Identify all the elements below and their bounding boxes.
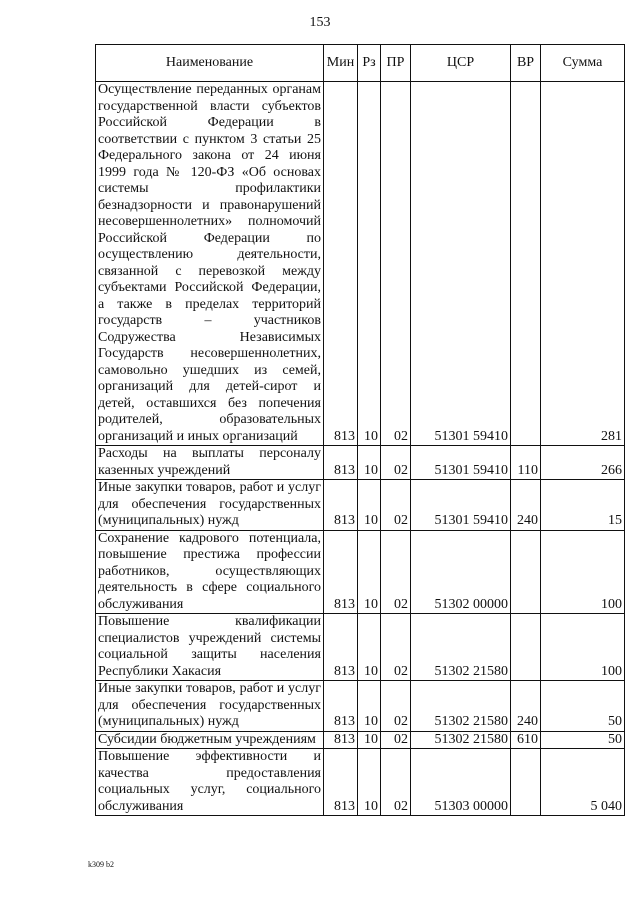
row-csr: 51302 21580 [411, 614, 511, 681]
row-min: 813 [324, 681, 358, 732]
table-row [96, 530, 625, 614]
row-sum: 15 [541, 480, 625, 531]
row-sum: 50 [541, 681, 625, 732]
row-vr: 240 [511, 681, 541, 732]
row-vr: 610 [511, 731, 541, 749]
row-min: 813 [324, 614, 358, 681]
row-pr: 02 [381, 681, 411, 732]
row-rz: 10 [358, 82, 381, 446]
row-name: Осуществление переданных органам государственной власти субъектов Российской Федерации в соответствии с пунктом 3 статьи 25 Федерального закона от 24 июня 1999 года № 120-ФЗ «Об основах системы профилактики безнадзорности и правонарушений несовершеннолетних» полномочий Российской Федерации по осуществлению деятельности, связанной с перевозкой между субъектами Российской Федерации, а также в пределах территорий государств – участников Содружества Независимых Государств несовершеннолетних, самовольно ушедших из семей, организаций для детей-сирот и детей, оставшихся без попечения родителей, образовательных организаций и иных организаций [96, 82, 324, 446]
row-min: 813 [324, 480, 358, 531]
row-name: Субсидии бюджетным учреждениям [96, 731, 324, 749]
row-name: Повышение квалификации специалистов учреждений системы социальной защиты населения Республики Хакасия [96, 614, 324, 681]
row-min: 813 [324, 749, 358, 816]
row-vr [511, 82, 541, 446]
budget-table [95, 44, 625, 816]
footer-code: k309 b2 [88, 860, 114, 869]
row-pr: 02 [381, 480, 411, 531]
table-header-row [96, 45, 625, 82]
header-min: Мин [324, 45, 358, 82]
row-name: Сохранение кадрового потенциала, повышение престижа профессии работников, осуществляющих деятельность в сфере социального обслуживания [96, 530, 324, 614]
row-rz: 10 [358, 530, 381, 614]
row-name: Иные закупки товаров, работ и услуг для обеспечения государственных (муниципальных) нужд [96, 681, 324, 732]
row-min: 813 [324, 82, 358, 446]
table-row [96, 82, 625, 446]
row-name: Расходы на выплаты персоналу казенных учреждений [96, 446, 324, 480]
row-min: 813 [324, 530, 358, 614]
row-pr: 02 [381, 614, 411, 681]
row-csr: 51302 00000 [411, 530, 511, 614]
table-row [96, 614, 625, 681]
row-csr: 51302 21580 [411, 731, 511, 749]
row-csr: 51301 59410 [411, 480, 511, 531]
table-row [96, 731, 625, 749]
row-pr: 02 [381, 731, 411, 749]
header-sum: Сумма [541, 45, 625, 82]
row-sum: 281 [541, 82, 625, 446]
row-sum: 5 040 [541, 749, 625, 816]
row-sum: 100 [541, 530, 625, 614]
header-vr: ВР [511, 45, 541, 82]
row-pr: 02 [381, 446, 411, 480]
row-min: 813 [324, 731, 358, 749]
page-number: 153 [309, 15, 331, 30]
row-sum: 100 [541, 614, 625, 681]
row-name: Повышение эффективности и качества предоставления социальных услуг, социального обслуживания [96, 749, 324, 816]
row-vr [511, 749, 541, 816]
table-row [96, 480, 625, 531]
row-csr: 51302 21580 [411, 681, 511, 732]
row-rz: 10 [358, 749, 381, 816]
row-rz: 10 [358, 614, 381, 681]
row-name: Иные закупки товаров, работ и услуг для обеспечения государственных (муниципальных) нужд [96, 480, 324, 531]
row-sum: 50 [541, 731, 625, 749]
row-pr: 02 [381, 82, 411, 446]
header-rz: Рз [358, 45, 381, 82]
header-csr: ЦСР [411, 45, 511, 82]
row-rz: 10 [358, 681, 381, 732]
row-csr: 51301 59410 [411, 446, 511, 480]
header-name: Наименование [96, 45, 324, 82]
row-csr: 51303 00000 [411, 749, 511, 816]
row-vr [511, 614, 541, 681]
row-min: 813 [324, 446, 358, 480]
row-vr: 240 [511, 480, 541, 531]
row-rz: 10 [358, 480, 381, 531]
table-row [96, 446, 625, 480]
table-row [96, 681, 625, 732]
row-pr: 02 [381, 749, 411, 816]
header-pr: ПР [381, 45, 411, 82]
row-rz: 10 [358, 446, 381, 480]
row-vr [511, 530, 541, 614]
row-rz: 10 [358, 731, 381, 749]
row-csr: 51301 59410 [411, 82, 511, 446]
row-sum: 266 [541, 446, 625, 480]
row-pr: 02 [381, 530, 411, 614]
table-row [96, 749, 625, 816]
row-vr: 110 [511, 446, 541, 480]
